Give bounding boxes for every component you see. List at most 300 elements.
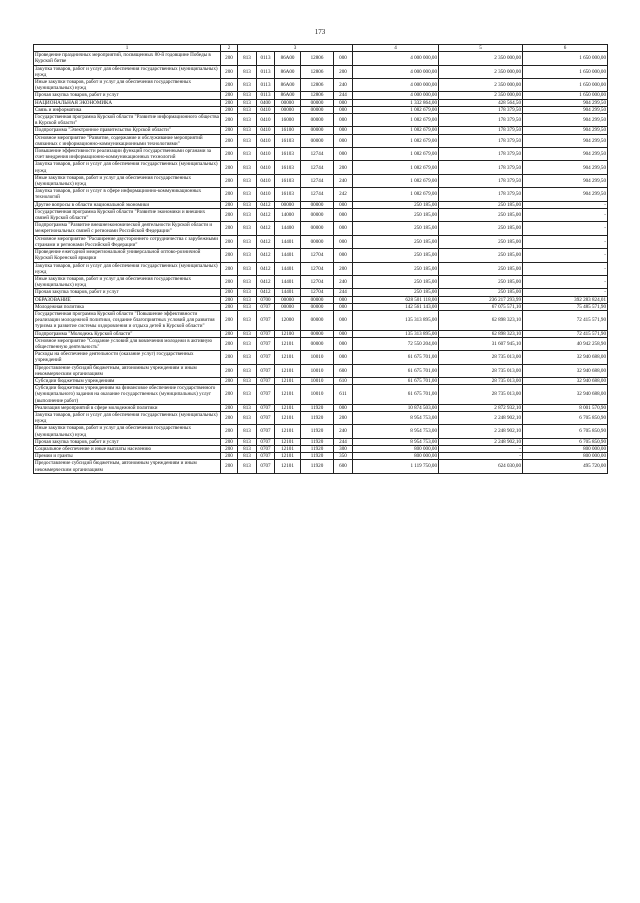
row-code: 813 bbox=[238, 65, 257, 78]
row-sum-3: - bbox=[523, 249, 608, 262]
row-code: 813 bbox=[238, 114, 257, 127]
row-code: 16103 bbox=[275, 148, 301, 161]
row-sum-total: 250 185,00 bbox=[353, 249, 439, 262]
row-name: Проведение ежегодной межрегиональной универсальной оптово-розничной Курской Коренской ярмарки bbox=[34, 249, 221, 262]
row-code: 00000 bbox=[301, 127, 334, 134]
row-sum-2: 2 248 902,10 bbox=[439, 425, 523, 438]
row-code: 12806 bbox=[301, 92, 334, 99]
row-code: 16100 bbox=[275, 127, 301, 134]
table-row bbox=[34, 52, 608, 65]
row-code: 200 bbox=[221, 445, 238, 452]
row-code: 000 bbox=[334, 127, 353, 134]
row-code: 200 bbox=[221, 134, 238, 147]
row-sum-3: - bbox=[523, 208, 608, 221]
row-code: 11920 bbox=[301, 411, 334, 424]
row-code: 16103 bbox=[275, 174, 301, 187]
row-code: 200 bbox=[221, 351, 238, 364]
row-sum-2: 178 379,50 bbox=[439, 114, 523, 127]
row-sum-2: 178 379,50 bbox=[439, 134, 523, 147]
row-sum-3: 72 415 571,90 bbox=[523, 330, 608, 337]
row-code: 000 bbox=[334, 337, 353, 350]
row-code: 200 bbox=[221, 161, 238, 174]
row-name: Подпрограмма "Молодежь Курской области" bbox=[34, 330, 221, 337]
table-row bbox=[34, 174, 608, 187]
row-sum-total: 135 313 895,00 bbox=[353, 310, 439, 330]
row-code: 12101 bbox=[275, 385, 301, 405]
row-code: 200 bbox=[221, 65, 238, 78]
row-code: 16000 bbox=[275, 114, 301, 127]
row-sum-3: 904 299,50 bbox=[523, 127, 608, 134]
row-sum-total: 1 082 679,00 bbox=[353, 174, 439, 187]
row-name: Подпрограмма "Развитие внешнеэкономической деятельности Курской области и межрегиональных связей с регионами Российской Федерации" bbox=[34, 222, 221, 235]
row-code: 00000 bbox=[301, 303, 334, 310]
row-code: 00000 bbox=[301, 296, 334, 303]
row-sum-2: 624 030,00 bbox=[439, 460, 523, 473]
row-code: 000 bbox=[334, 222, 353, 235]
row-code: 000 bbox=[334, 201, 353, 208]
row-sum-3: 904 299,50 bbox=[523, 188, 608, 201]
row-sum-2: 178 379,50 bbox=[439, 188, 523, 201]
row-code: 200 bbox=[221, 303, 238, 310]
row-code: 200 bbox=[221, 411, 238, 424]
row-code: 200 bbox=[334, 161, 353, 174]
row-code: 813 bbox=[238, 249, 257, 262]
table-row bbox=[34, 92, 608, 99]
table-row bbox=[34, 438, 608, 445]
table-row bbox=[34, 262, 608, 275]
row-code: 240 bbox=[334, 79, 353, 92]
row-name: НАЦИОНАЛЬНАЯ ЭКОНОМИКА bbox=[34, 99, 221, 106]
row-code: 12100 bbox=[275, 330, 301, 337]
row-sum-2: 428 564,50 bbox=[439, 99, 523, 106]
row-sum-total: 8 954 753,00 bbox=[353, 438, 439, 445]
row-sum-total: 1 082 679,00 bbox=[353, 134, 439, 147]
row-sum-3: 75 485 571,90 bbox=[523, 303, 608, 310]
table-row bbox=[34, 351, 608, 364]
row-code: 244 bbox=[334, 92, 353, 99]
row-code: 240 bbox=[334, 275, 353, 288]
row-code: 0707 bbox=[257, 445, 275, 452]
row-sum-3: 904 299,50 bbox=[523, 174, 608, 187]
row-code: 240 bbox=[334, 174, 353, 187]
row-code: 813 bbox=[238, 161, 257, 174]
row-code: 813 bbox=[238, 127, 257, 134]
row-code: 200 bbox=[221, 92, 238, 99]
row-code: 0113 bbox=[257, 92, 275, 99]
row-sum-total: 8 954 753,00 bbox=[353, 411, 439, 424]
table-row bbox=[34, 377, 608, 384]
row-name: ОБРАЗОВАНИЕ bbox=[34, 296, 221, 303]
row-code: 200 bbox=[334, 262, 353, 275]
row-code: 813 bbox=[238, 310, 257, 330]
row-code: 12101 bbox=[275, 460, 301, 473]
row-code: 813 bbox=[238, 92, 257, 99]
row-sum-2: 250 185,00 bbox=[439, 275, 523, 288]
row-code: 200 bbox=[221, 296, 238, 303]
table-row bbox=[34, 188, 608, 201]
row-name: Расходы на обеспечение деятельности (оказание услуг) государственных учреждений bbox=[34, 351, 221, 364]
row-code: 0707 bbox=[257, 377, 275, 384]
row-sum-2: 2 248 902,10 bbox=[439, 411, 523, 424]
row-code: 813 bbox=[238, 377, 257, 384]
row-sum-3: 6 705 850,90 bbox=[523, 411, 608, 424]
table-row bbox=[34, 296, 608, 303]
row-name: Основное мероприятие "Расширение двустороннего сотрудничества с зарубежными странами и регионами Российской Федерации" bbox=[34, 235, 221, 248]
row-code: 200 bbox=[221, 364, 238, 377]
row-code: 813 bbox=[238, 289, 257, 296]
row-code: 000 bbox=[334, 351, 353, 364]
row-code: 600 bbox=[334, 364, 353, 377]
budget-table bbox=[33, 44, 608, 474]
row-sum-2: - bbox=[439, 445, 523, 452]
row-code: 200 bbox=[221, 99, 238, 106]
row-code: 86А00 bbox=[275, 92, 301, 99]
row-code: 244 bbox=[334, 438, 353, 445]
row-sum-3: - bbox=[523, 222, 608, 235]
row-code: 200 bbox=[221, 404, 238, 411]
row-code: 10010 bbox=[301, 377, 334, 384]
row-name: Предоставление субсидий бюджетным, автономным учреждениям и иным некоммерческим организациям bbox=[34, 460, 221, 473]
row-code: 11920 bbox=[301, 453, 334, 460]
table-row bbox=[34, 330, 608, 337]
row-code: 813 bbox=[238, 351, 257, 364]
table-row bbox=[34, 249, 608, 262]
row-code: 00000 bbox=[301, 106, 334, 113]
row-sum-total: 10 874 503,00 bbox=[353, 404, 439, 411]
row-code: 200 bbox=[221, 425, 238, 438]
table-row bbox=[34, 385, 608, 405]
row-name: Другие вопросы в области национальной экономики bbox=[34, 201, 221, 208]
row-code: 200 bbox=[221, 262, 238, 275]
row-code: 0410 bbox=[257, 148, 275, 161]
table-body bbox=[34, 45, 608, 474]
table-row bbox=[34, 161, 608, 174]
row-sum-total: 250 185,00 bbox=[353, 222, 439, 235]
row-code: 12744 bbox=[301, 148, 334, 161]
row-code: 0113 bbox=[257, 52, 275, 65]
row-sum-2: 250 185,00 bbox=[439, 201, 523, 208]
row-name: Премии и гранты bbox=[34, 453, 221, 460]
row-code: 10010 bbox=[301, 385, 334, 405]
row-name: Закупка товаров, работ и услуг для обеспечения государственных (муниципальных) нужд bbox=[34, 411, 221, 424]
row-code: 12101 bbox=[275, 411, 301, 424]
row-sum-2: 250 185,00 bbox=[439, 262, 523, 275]
row-name: Подпрограмма "Электронное правительство Курской области" bbox=[34, 127, 221, 134]
row-sum-total: 61 675 701,00 bbox=[353, 351, 439, 364]
row-sum-2: 2 350 000,00 bbox=[439, 79, 523, 92]
row-code: 200 bbox=[221, 235, 238, 248]
row-code: 200 bbox=[221, 249, 238, 262]
row-code: 14401 bbox=[275, 275, 301, 288]
row-code: 813 bbox=[238, 262, 257, 275]
row-code: 200 bbox=[221, 174, 238, 187]
row-code: 0410 bbox=[257, 127, 275, 134]
row-code: 813 bbox=[238, 201, 257, 208]
row-sum-3: 8 001 570,90 bbox=[523, 404, 608, 411]
row-sum-2: 250 185,00 bbox=[439, 249, 523, 262]
row-code: 813 bbox=[238, 275, 257, 288]
row-sum-3: 6 705 850,90 bbox=[523, 438, 608, 445]
row-code: 0412 bbox=[257, 249, 275, 262]
row-name: Молодежная политика bbox=[34, 303, 221, 310]
row-code: 813 bbox=[238, 222, 257, 235]
row-code: 0412 bbox=[257, 208, 275, 221]
table-row bbox=[34, 134, 608, 147]
row-code: 200 bbox=[221, 289, 238, 296]
row-sum-3: 32 940 688,00 bbox=[523, 364, 608, 377]
row-sum-3: - bbox=[523, 289, 608, 296]
row-sum-2: 62 898 323,10 bbox=[439, 310, 523, 330]
row-code: 200 bbox=[221, 377, 238, 384]
row-code: 14401 bbox=[275, 289, 301, 296]
row-name: Предоставление субсидий бюджетным, автономным учреждениям и иным некоммерческим организациям bbox=[34, 364, 221, 377]
row-name: Закупка товаров, работ и услуг для обеспечения государственных (муниципальных) нужд bbox=[34, 161, 221, 174]
row-code: 00000 bbox=[275, 99, 301, 106]
row-code: 11920 bbox=[301, 438, 334, 445]
row-code: 200 bbox=[221, 208, 238, 221]
row-code: 813 bbox=[238, 460, 257, 473]
row-code: 0707 bbox=[257, 460, 275, 473]
row-sum-2: 67 075 571,10 bbox=[439, 303, 523, 310]
row-code: 0707 bbox=[257, 330, 275, 337]
row-code: 200 bbox=[221, 201, 238, 208]
row-code: 000 bbox=[334, 208, 353, 221]
row-code: 0412 bbox=[257, 201, 275, 208]
row-sum-2: 178 379,50 bbox=[439, 174, 523, 187]
row-sum-3: 1 650 000,00 bbox=[523, 52, 608, 65]
row-code: 813 bbox=[238, 385, 257, 405]
row-code: 610 bbox=[334, 377, 353, 384]
row-code: 813 bbox=[238, 296, 257, 303]
row-sum-total: 4 000 000,00 bbox=[353, 92, 439, 99]
row-name: Социальное обеспечение и иные выплаты населению bbox=[34, 445, 221, 452]
row-code: 0412 bbox=[257, 235, 275, 248]
row-sum-3: 904 299,50 bbox=[523, 148, 608, 161]
row-code: 0113 bbox=[257, 65, 275, 78]
row-code: 813 bbox=[238, 445, 257, 452]
row-code: 242 bbox=[334, 188, 353, 201]
row-sum-total: 142 561 143,00 bbox=[353, 303, 439, 310]
row-code: 813 bbox=[238, 411, 257, 424]
table-row bbox=[34, 275, 608, 288]
row-code: 0707 bbox=[257, 351, 275, 364]
row-code: 11920 bbox=[301, 460, 334, 473]
row-sum-2: - bbox=[439, 453, 523, 460]
row-code: 12806 bbox=[301, 65, 334, 78]
row-name: Субсидии бюджетным учреждениям bbox=[34, 377, 221, 384]
row-code: 14401 bbox=[275, 235, 301, 248]
row-sum-2: 178 379,50 bbox=[439, 148, 523, 161]
row-code: 200 bbox=[221, 188, 238, 201]
row-code: 000 bbox=[334, 134, 353, 147]
row-code: 16103 bbox=[275, 161, 301, 174]
row-code: 200 bbox=[221, 127, 238, 134]
row-code: 00000 bbox=[301, 114, 334, 127]
row-sum-2: 250 185,00 bbox=[439, 208, 523, 221]
row-code: 14000 bbox=[275, 208, 301, 221]
row-code: 200 bbox=[221, 222, 238, 235]
row-name: Прочая закупка товаров, работ и услуг bbox=[34, 438, 221, 445]
row-code: 00000 bbox=[301, 99, 334, 106]
row-sum-3: 1 650 000,00 bbox=[523, 65, 608, 78]
row-sum-2: 178 379,50 bbox=[439, 127, 523, 134]
row-sum-3: 32 940 688,00 bbox=[523, 385, 608, 405]
header-cell: 6 bbox=[523, 45, 608, 52]
table-row bbox=[34, 404, 608, 411]
row-sum-3: 904 299,50 bbox=[523, 114, 608, 127]
row-code: 000 bbox=[334, 404, 353, 411]
row-name: Иные закупки товаров, работ и услуг для обеспечения государственных (муниципальных) нужд bbox=[34, 425, 221, 438]
row-sum-total: 250 185,00 bbox=[353, 275, 439, 288]
row-code: 000 bbox=[334, 249, 353, 262]
header-cell: 2 bbox=[221, 45, 238, 52]
row-name: Закупка товаров, работ и услуг для обеспечения государственных (муниципальных) нужд bbox=[34, 65, 221, 78]
row-name: Связь и информатика bbox=[34, 106, 221, 113]
row-code: 0400 bbox=[257, 99, 275, 106]
row-code: 813 bbox=[238, 79, 257, 92]
row-sum-2: 236 217 293,99 bbox=[439, 296, 523, 303]
row-code: 813 bbox=[238, 438, 257, 445]
row-sum-2: 250 185,00 bbox=[439, 222, 523, 235]
row-code: 86А00 bbox=[275, 65, 301, 78]
row-code: 12101 bbox=[275, 364, 301, 377]
page-number: 173 bbox=[314, 28, 326, 36]
row-code: 0707 bbox=[257, 303, 275, 310]
row-code: 12101 bbox=[275, 377, 301, 384]
row-sum-total: 1 119 750,00 bbox=[353, 460, 439, 473]
row-name: Основное мероприятие "Создание условий для вовлечения молодежи в активную общественную деятельность" bbox=[34, 337, 221, 350]
row-sum-2: 2 248 902,10 bbox=[439, 438, 523, 445]
row-code: 813 bbox=[238, 337, 257, 350]
table-row bbox=[34, 65, 608, 78]
table-row bbox=[34, 337, 608, 350]
row-code: 000 bbox=[334, 330, 353, 337]
row-sum-2: 178 379,50 bbox=[439, 106, 523, 113]
row-sum-total: 135 313 895,00 bbox=[353, 330, 439, 337]
table-row bbox=[34, 364, 608, 377]
row-code: 14401 bbox=[275, 262, 301, 275]
row-sum-total: 1 332 864,00 bbox=[353, 99, 439, 106]
row-sum-3: 32 940 688,00 bbox=[523, 351, 608, 364]
row-code: 16103 bbox=[275, 188, 301, 201]
row-sum-3: 904 299,50 bbox=[523, 106, 608, 113]
row-code: 0707 bbox=[257, 411, 275, 424]
row-sum-3: 800 000,00 bbox=[523, 453, 608, 460]
row-name: Субсидии бюджетным учреждениям на финансовое обеспечение государственного (муниципального) задания на оказание государственных (муниципальных) услуг (выполнение работ) bbox=[34, 385, 221, 405]
row-sum-2: 250 185,00 bbox=[439, 235, 523, 248]
row-code: 000 bbox=[334, 235, 353, 248]
row-code: 813 bbox=[238, 364, 257, 377]
row-sum-total: 4 000 000,00 bbox=[353, 79, 439, 92]
row-sum-total: 1 082 679,00 bbox=[353, 161, 439, 174]
table-row bbox=[34, 303, 608, 310]
row-sum-total: 250 185,00 bbox=[353, 201, 439, 208]
row-sum-total: 1 082 679,00 bbox=[353, 114, 439, 127]
row-code: 12101 bbox=[275, 351, 301, 364]
row-sum-2: 250 185,00 bbox=[439, 289, 523, 296]
row-code: 200 bbox=[221, 460, 238, 473]
row-code: 12101 bbox=[275, 337, 301, 350]
row-code: 0410 bbox=[257, 106, 275, 113]
row-sum-3: 904 299,50 bbox=[523, 134, 608, 147]
row-code: 14401 bbox=[275, 249, 301, 262]
row-code: 813 bbox=[238, 174, 257, 187]
table-row bbox=[34, 411, 608, 424]
row-code: 86А00 bbox=[275, 52, 301, 65]
row-code: 200 bbox=[221, 337, 238, 350]
row-code: 611 bbox=[334, 385, 353, 405]
row-code: 12101 bbox=[275, 445, 301, 452]
row-sum-total: 800 000,00 bbox=[353, 453, 439, 460]
row-sum-2: 178 379,50 bbox=[439, 161, 523, 174]
row-code: 12704 bbox=[301, 249, 334, 262]
header-cell: 3 bbox=[238, 45, 353, 52]
row-sum-2: 28 735 013,00 bbox=[439, 351, 523, 364]
table-row bbox=[34, 201, 608, 208]
table-row bbox=[34, 453, 608, 460]
row-sum-total: 800 000,00 bbox=[353, 445, 439, 452]
row-code: 11920 bbox=[301, 404, 334, 411]
table-row bbox=[34, 289, 608, 296]
row-code: 12806 bbox=[301, 52, 334, 65]
header-cell: 1 bbox=[34, 45, 221, 52]
row-code: 00000 bbox=[301, 330, 334, 337]
row-code: 12744 bbox=[301, 174, 334, 187]
row-sum-total: 250 185,00 bbox=[353, 208, 439, 221]
row-code: 00000 bbox=[301, 201, 334, 208]
row-code: 16103 bbox=[275, 134, 301, 147]
row-sum-total: 1 082 679,00 bbox=[353, 188, 439, 201]
row-name: Государственная программа Курской области "Развитие экономики и внешних связей Курской области" bbox=[34, 208, 221, 221]
row-code: 813 bbox=[238, 303, 257, 310]
row-code: 0410 bbox=[257, 114, 275, 127]
row-sum-3: - bbox=[523, 235, 608, 248]
row-sum-total: 61 675 701,00 bbox=[353, 385, 439, 405]
row-code: 200 bbox=[221, 79, 238, 92]
row-sum-3: - bbox=[523, 275, 608, 288]
row-sum-2: 2 350 000,00 bbox=[439, 65, 523, 78]
row-sum-2: 2 872 932,10 bbox=[439, 404, 523, 411]
row-code: 244 bbox=[334, 289, 353, 296]
row-code: 0113 bbox=[257, 79, 275, 92]
row-sum-total: 250 185,00 bbox=[353, 235, 439, 248]
row-code: 000 bbox=[334, 148, 353, 161]
row-code: 00000 bbox=[301, 235, 334, 248]
row-sum-total: 72 550 204,00 bbox=[353, 337, 439, 350]
row-code: 000 bbox=[334, 106, 353, 113]
table-row bbox=[34, 460, 608, 473]
row-code: 10010 bbox=[301, 351, 334, 364]
row-sum-2: 2 350 000,00 bbox=[439, 92, 523, 99]
row-sum-total: 1 082 679,00 bbox=[353, 127, 439, 134]
row-code: 0410 bbox=[257, 174, 275, 187]
row-code: 813 bbox=[238, 235, 257, 248]
row-sum-3: 1 650 000,00 bbox=[523, 79, 608, 92]
row-name: Основное мероприятие "Развитие, содержание и обслуживание мероприятий связанных с информационно-коммуникационными технологиями" bbox=[34, 134, 221, 147]
row-name: Закупка товаров, работ и услуг для обеспечения государственных (муниципальных) нужд bbox=[34, 262, 221, 275]
row-sum-total: 8 954 753,00 bbox=[353, 425, 439, 438]
row-code: 00000 bbox=[275, 303, 301, 310]
row-code: 000 bbox=[334, 114, 353, 127]
row-code: 0410 bbox=[257, 188, 275, 201]
row-code: 0707 bbox=[257, 337, 275, 350]
row-sum-2: 2 350 000,00 bbox=[439, 52, 523, 65]
row-code: 00000 bbox=[301, 134, 334, 147]
row-sum-2: 31 607 945,10 bbox=[439, 337, 523, 350]
row-sum-3: - bbox=[523, 262, 608, 275]
table-row bbox=[34, 425, 608, 438]
row-code: 350 bbox=[334, 453, 353, 460]
